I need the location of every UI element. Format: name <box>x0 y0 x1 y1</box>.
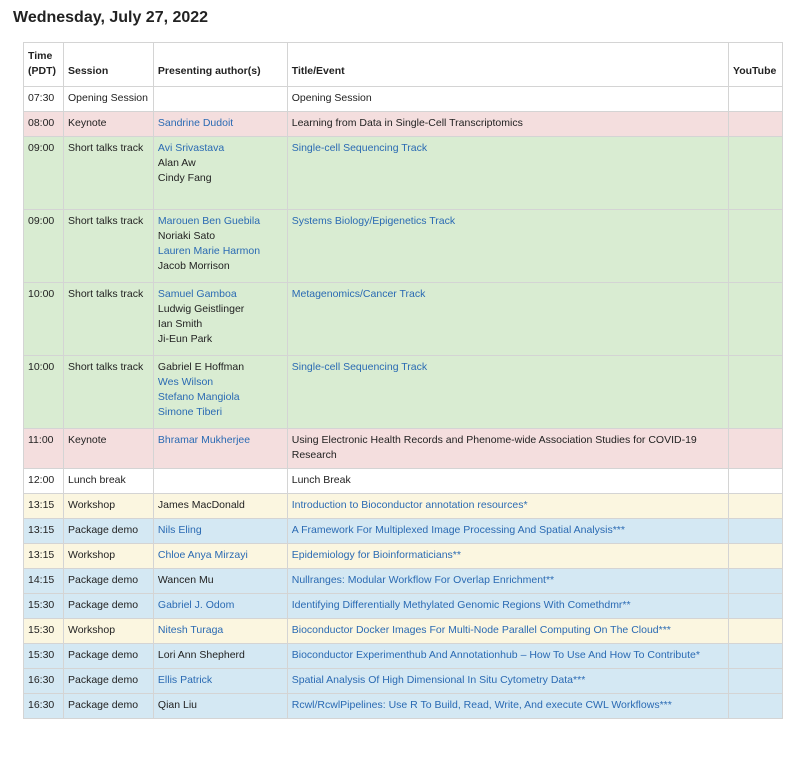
cell-title <box>287 694 728 719</box>
cell-time: 13:15 <box>24 519 64 544</box>
author-link[interactable]: Nitesh Turaga <box>157 624 224 636</box>
cell-title <box>287 112 728 137</box>
cell-session: Keynote <box>63 429 153 469</box>
author-name: Alan Aw <box>157 157 196 169</box>
cell-title <box>287 356 728 429</box>
cell-title <box>287 137 728 210</box>
table-row <box>24 137 783 210</box>
author-link[interactable]: Marouen Ben Guebila <box>157 215 261 227</box>
author-link[interactable]: Samuel Gamboa <box>157 288 237 300</box>
cell-authors <box>153 619 287 644</box>
cell-youtube <box>728 112 782 137</box>
cell-session: Package demo <box>63 569 153 594</box>
author-link[interactable]: Stefano Mangiola <box>157 391 240 403</box>
header-time: Time (PDT) <box>24 43 64 87</box>
author-link[interactable]: Avi Srivastava <box>157 142 225 154</box>
cell-title <box>287 619 728 644</box>
schedule-table <box>23 42 783 719</box>
author-name: Qian Liu <box>157 699 198 711</box>
cell-authors <box>153 356 287 429</box>
table-row <box>24 494 783 519</box>
cell-authors <box>153 569 287 594</box>
cell-time: 12:00 <box>24 469 64 494</box>
cell-youtube <box>728 694 782 719</box>
cell-youtube <box>728 429 782 469</box>
cell-time: 15:30 <box>24 619 64 644</box>
event-title: Opening Session <box>291 92 372 104</box>
cell-session: Short talks track <box>63 283 153 356</box>
event-title: Learning from Data in Single-Cell Transcriptomics <box>291 117 523 129</box>
cell-authors <box>153 594 287 619</box>
cell-title <box>287 87 728 112</box>
table-row <box>24 283 783 356</box>
cell-authors <box>153 694 287 719</box>
cell-title <box>287 519 728 544</box>
author-link[interactable]: Wes Wilson <box>157 376 214 388</box>
cell-time: 16:30 <box>24 694 64 719</box>
author-link[interactable]: Chloe Anya Mirzayi <box>157 549 248 561</box>
event-title-link[interactable]: Single-cell Sequencing Track <box>291 142 428 154</box>
author-name: Ji-Eun Park <box>157 333 213 345</box>
cell-authors <box>153 87 287 112</box>
cell-time: 13:15 <box>24 544 64 569</box>
event-title: Lunch Break <box>291 474 351 486</box>
cell-authors <box>153 519 287 544</box>
cell-youtube <box>728 87 782 112</box>
table-row <box>24 210 783 283</box>
cell-authors <box>153 283 287 356</box>
cell-authors <box>153 429 287 469</box>
cell-authors <box>153 469 287 494</box>
table-row <box>24 594 783 619</box>
cell-time: 13:15 <box>24 494 64 519</box>
page-title: Wednesday, July 27, 2022 <box>13 9 209 26</box>
cell-youtube <box>728 644 782 669</box>
cell-youtube <box>728 356 782 429</box>
table-row <box>24 429 783 469</box>
cell-authors <box>153 544 287 569</box>
header-youtube: YouTube <box>728 43 782 87</box>
cell-time: 07:30 <box>24 87 64 112</box>
cell-session: Short talks track <box>63 137 153 210</box>
author-link[interactable]: Simone Tiberi <box>157 406 223 418</box>
cell-session: Package demo <box>63 644 153 669</box>
author-name: Wancen Mu <box>157 574 214 586</box>
cell-youtube <box>728 544 782 569</box>
cell-title <box>287 644 728 669</box>
cell-title <box>287 569 728 594</box>
event-title-link[interactable]: Systems Biology/Epigenetics Track <box>291 215 456 227</box>
table-row <box>24 669 783 694</box>
cell-title <box>287 283 728 356</box>
cell-session: Package demo <box>63 669 153 694</box>
cell-time: 09:00 <box>24 210 64 283</box>
cell-session: Workshop <box>63 544 153 569</box>
cell-time: 09:00 <box>24 137 64 210</box>
schedule-body <box>24 87 783 719</box>
table-row <box>24 469 783 494</box>
author-name: James MacDonald <box>157 499 245 511</box>
cell-youtube <box>728 210 782 283</box>
cell-session: Package demo <box>63 594 153 619</box>
author-name: Ludwig Geistlinger <box>157 303 245 315</box>
cell-authors <box>153 494 287 519</box>
cell-authors <box>153 644 287 669</box>
event-title-link[interactable]: Bioconductor Experimenthub And Annotationhub – How To Use And How To Contribute* <box>291 649 700 661</box>
event-title-link[interactable]: Rcwl/RcwlPipelines: Use R To Build, Read, Write, And execute CWL Workflows*** <box>291 699 672 711</box>
cell-time: 15:30 <box>24 644 64 669</box>
author-link[interactable]: Lauren Marie Harmon <box>157 245 261 257</box>
cell-youtube <box>728 283 782 356</box>
cell-title <box>287 469 728 494</box>
cell-session: Workshop <box>63 619 153 644</box>
cell-title <box>287 429 728 469</box>
cell-session: Keynote <box>63 112 153 137</box>
cell-time: 10:00 <box>24 356 64 429</box>
cell-youtube <box>728 619 782 644</box>
cell-time: 11:00 <box>24 429 64 469</box>
author-link[interactable]: Nils Eling <box>157 524 202 536</box>
event-title-link[interactable]: Single-cell Sequencing Track <box>291 361 428 373</box>
cell-youtube <box>728 137 782 210</box>
cell-time: 10:00 <box>24 283 64 356</box>
table-row <box>24 619 783 644</box>
cell-authors <box>153 137 287 210</box>
author-name: Ian Smith <box>157 318 203 330</box>
header-session: Session <box>63 43 153 87</box>
cell-authors <box>153 210 287 283</box>
cell-title <box>287 544 728 569</box>
table-row <box>24 356 783 429</box>
cell-session: Short talks track <box>63 210 153 283</box>
cell-session: Package demo <box>63 519 153 544</box>
cell-youtube <box>728 494 782 519</box>
event-title-link[interactable]: Bioconductor Docker Images For Multi-Node Parallel Computing On The Cloud*** <box>291 624 671 636</box>
cell-time: 15:30 <box>24 594 64 619</box>
author-name: Noriaki Sato <box>157 230 216 242</box>
cell-title <box>287 594 728 619</box>
cell-youtube <box>728 669 782 694</box>
table-header-row <box>24 43 783 87</box>
table-row <box>24 644 783 669</box>
cell-session: Lunch break <box>63 469 153 494</box>
event-title-link[interactable]: Epidemiology for Bioinformaticians** <box>291 549 461 561</box>
cell-session: Opening Session <box>63 87 153 112</box>
cell-session: Package demo <box>63 694 153 719</box>
author-link[interactable]: Ellis Patrick <box>157 674 213 686</box>
author-link[interactable]: Gabriel J. Odom <box>157 599 235 611</box>
author-name: Gabriel E Hoffman <box>157 361 245 373</box>
header-authors: Presenting author(s) <box>153 43 287 87</box>
event-title-link[interactable]: Nullranges: Modular Workflow For Overlap Enrichment** <box>291 574 555 586</box>
table-row <box>24 112 783 137</box>
cell-youtube <box>728 469 782 494</box>
author-link[interactable]: Bhramar Mukherjee <box>157 434 251 446</box>
table-row <box>24 569 783 594</box>
event-title: Using Electronic Health Records and Phenome-wide Association Studies for COVID-19 Research <box>291 434 697 461</box>
table-row <box>24 694 783 719</box>
cell-session: Workshop <box>63 494 153 519</box>
event-title-link[interactable]: A Framework For Multiplexed Image Processing And Spatial Analysis*** <box>291 524 625 536</box>
author-name: Lori Ann Shepherd <box>157 649 245 661</box>
event-title-link[interactable]: Spatial Analysis Of High Dimensional In Situ Cytometry Data*** <box>291 674 586 686</box>
cell-title <box>287 210 728 283</box>
event-title-link[interactable]: Introduction to Bioconductor annotation resources* <box>291 499 528 511</box>
author-link[interactable]: Sandrine Dudoit <box>157 117 234 129</box>
cell-time: 16:30 <box>24 669 64 694</box>
cell-youtube <box>728 594 782 619</box>
author-name: Jacob Morrison <box>157 260 230 272</box>
cell-youtube <box>728 569 782 594</box>
cell-session: Short talks track <box>63 356 153 429</box>
table-row <box>24 87 783 112</box>
header-title: Title/Event <box>287 43 728 87</box>
event-title-link[interactable]: Metagenomics/Cancer Track <box>291 288 426 300</box>
cell-time: 14:15 <box>24 569 64 594</box>
cell-youtube <box>728 519 782 544</box>
table-row <box>24 544 783 569</box>
cell-time: 08:00 <box>24 112 64 137</box>
event-title-link[interactable]: Identifying Differentially Methylated Genomic Regions With Comethdmr** <box>291 599 631 611</box>
author-name: Cindy Fang <box>157 172 212 184</box>
cell-authors <box>153 669 287 694</box>
cell-title <box>287 494 728 519</box>
cell-authors <box>153 112 287 137</box>
cell-title <box>287 669 728 694</box>
table-row <box>24 519 783 544</box>
